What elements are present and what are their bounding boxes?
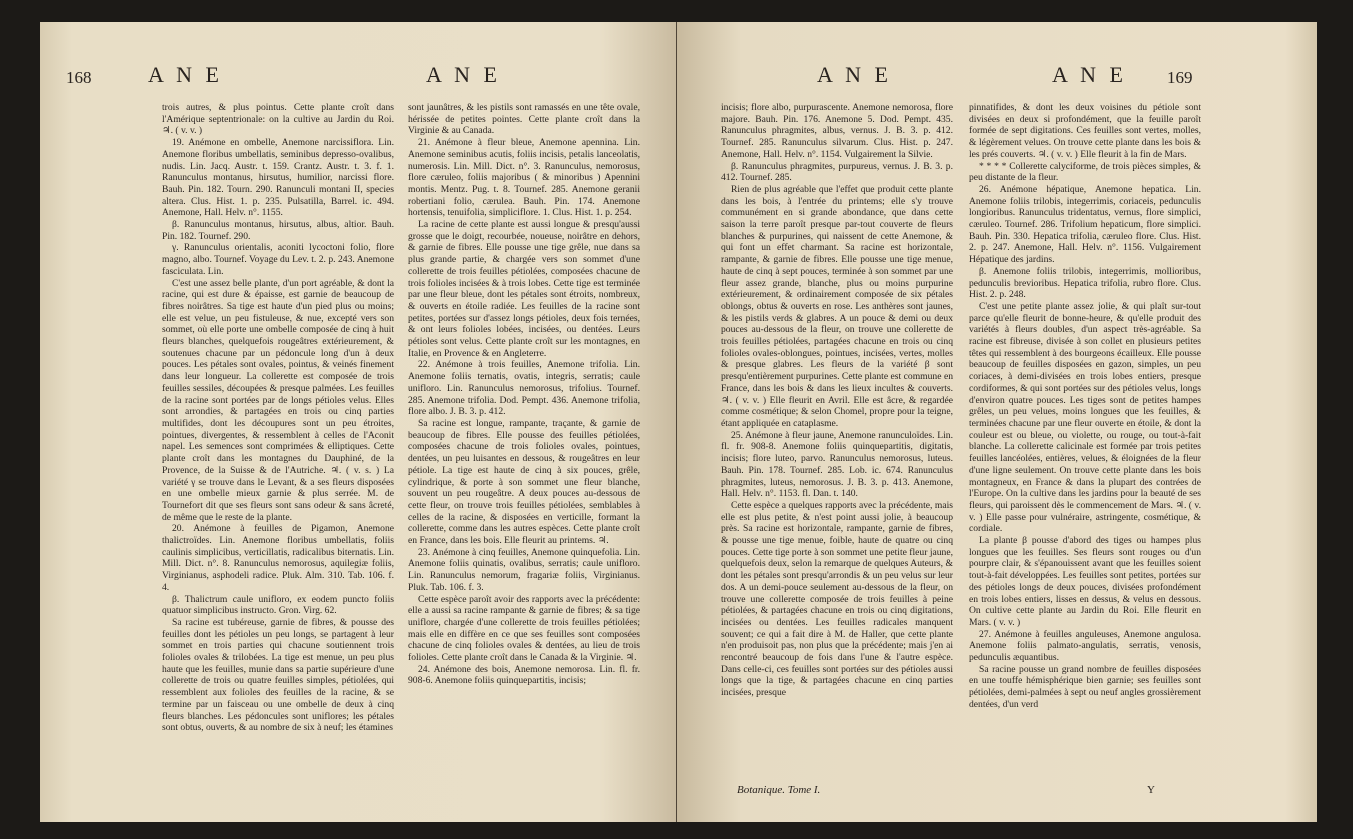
sheet-mark: Y	[1147, 784, 1155, 796]
text-column	[721, 102, 953, 782]
paragraph: Sa racine est longue, rampante, traçante, & garnie de beaucoup de fibres. Elle pousse des feuilles pétiolées, composées chacune de trois folioles ovales, pointues, dentées, un peu luisantes en dessous, & rougeâtres en leur pétiole. La tige est haute de cinq à six pouces, grêle, cylindrique, & porte à son sommet une fleur blanche, souvent un peu rougeâtre. A deux pouces au-dessous de cette fleur, on trouve trois feuilles pétiolées, semblables à celles de la racine, & disposées en verticille, formant la collerette, comme dans les autres espèces. Cette plante croît en France, dans les bois. Elle fleurit au printems. ♃.	[408, 417, 640, 547]
paragraph: La plante β pousse d'abord des tiges ou hampes plus longues que les feuilles. Ses fleurs sont rouges ou d'un pourpre clair, & s'épanouissent avant que les feuilles soient tout-à-fait développées. Les feuilles sont petites, portées sur des pétioles longs de deux pouces, divisées profondément en trois lobes entiers, lisses en dessus, & velus en dessous. On cultive cette plante au Jardin du Roi. Elle fleurit en Mars. ( v. v. )	[969, 535, 1201, 628]
paragraph: trois autres, & plus pointus. Cette plante croît dans l'Amérique septentrionale: on la cultive au Jardin du Roi. ♃. ( v. v. )	[162, 102, 394, 137]
paragraph: La racine de cette plante est aussi longue & presqu'aussi grosse que le doigt, recourbée, noueuse, noirâtre en dehors, & garnie de fibres. Elle pousse une tige grêle, nue dans sa plus grande partie, & chargée vers son sommet d'une collerette de trois feuilles pétiolées, composées chacune de trois folioles incisées & à trois lobes. Cette tige est terminée par une fleur bleue, dont les pétales sont étroits, nombreux, & ouverts en étoile radiée. Les feuilles de la racine sont petites, portées sur d'assez longs pétioles, deux fois ternées, & ont leurs folioles lobées, incisées, ou dentées. Leurs pétioles sont velus. Cette plante croît sur les montagnes, en Italie, en Provence & en Angleterre.	[408, 219, 640, 359]
paragraph: 19. Anémone en ombelle, Anemone narcissiflora. Lin. Anemone floribus umbellatis, seminibus depresso-ovalibus, nudis. Lin. Jacq. Austr. t. 159. Crantz. Austr. t. 3. f. 1. Ranunculus montanus, hirsutus, humilior, narcissi flore. Bauh. Pin. 182. Tourn. 290. Ranunculi montani II, species altera. Clus. Hist. 1. p. 235. Pulsatilla, Barrel. ic. 494. Anemone, Hall. Helv. n°. 1155.	[162, 137, 394, 219]
text-column	[408, 102, 640, 802]
paragraph: 22. Anémone à trois feuilles, Anemone trifolia. Lin. Anemone foliis ternatis, ovatis, integris, serratis; caule unifloro. Lin. Ranunculus nemorosus, trifolius. Tournef. 285. Anemone trifolia. Dod. Pempt. 436. Anemone trifolia, flore albo. J. B. 3. p. 412.	[408, 359, 640, 418]
paragraph: β. Thalictrum caule unifloro, ex eodem puncto foliis quatuor simplicibus instructo. Gron. Virg. 62.	[162, 593, 394, 617]
left-page-header	[66, 62, 656, 92]
paragraph: pinnatifides, & dont les deux voisines du pétiole sont divisées en deux si profondément, que la feuille paroît formée de sept digitations. Ces feuilles sont vertes, molles, & légèrement velues. On trouve cette plante dans les bois & les prés couverts. ♃. ( v. v. ) Elle fleurit à la fin de Mars.	[969, 102, 1201, 160]
paragraph: 27. Anémone à feuilles anguleuses, Anemone angulosa. Anemone foliis palmato-angulatis, serratis, venosis, pedunculis æquantibus.	[969, 628, 1201, 664]
running-head: A N E	[148, 62, 223, 87]
paragraph: 21. Anémone à fleur bleue, Anemone apennina. Lin. Anemone seminibus acutis, foliis incisis, petalis lanceolatis, numerosis. Lin. Mill. Dict. n°. 3. Ranunculus, nemorosus, flore cæruleo, foliis majoribus ( & minoribus ) Apennini montis. Mentz. Pug. t. 8. Tournef. 285. Anemone geranii robertiani folio, cærulea. Bauh. Pin. 174. Anemone hortensis, tenuifolia, simpliciflore. 1. Clus. Hist. 1. p. 254.	[408, 137, 640, 219]
paragraph: incisis; flore albo, purpurascente. Anemone nemorosa, flore majore. Bauh. Pin. 176. Anemone 5. Dod. Pempt. 435. Ranunculus phragmites, albus, vernus. J. B. 3. p. 412. Tournef. 285. Ranunculus silvarum. Clus. Hist. p. 247. Anemone, Hall. Helv. n°. 1154. Vulgairement la Silvie.	[721, 102, 953, 160]
paragraph: C'est une petite plante assez jolie, & qui plaît sur-tout parce qu'elle fleurit de bonne-heure, & qu'elle produit des variétés à fleurs doubles, d'un aspect très-agréable. Sa racine est fibreuse, divisée à son collet en plusieurs petites têtes qui ressemblent à des bourgeons écailleux. Elle pousse beaucoup de feuilles disposées en gazon, simples, un peu coriaces, à demi-divisées en trois lobes entiers, presque cordiformes, & qui sont portées sur des pétioles velus, longs d'environ quatre pouces. Les tiges sont de petites hampes grêles, un peu velues, moins longues que les feuilles, & terminées chacune par une fleur ouverte en étoile, & dont la couleur est ou bleue, ou violette, ou rouge, ou tout-à-fait blanche. La collerette calicinale est formée par trois petites feuilles lancéolées, entières, velues, & éloignées de la fleur d'une ligne seulement. On trouve cette plante dans les bois montagneux, en France & dans la plupart des contrées de l'Europe. On la cultive dans les jardins pour la beauté de ses fleurs, qui paroissent dès le commencement de Mars. ♃. ( v. v. ) Elle passe pour vulnéraire, astringente, cosmétique, & cordiale.	[969, 300, 1201, 535]
paragraph: β. Anemone foliis trilobis, integerrimis, mollioribus, pedunculis brevioribus. Hepatica trifolia, rubro flore. Clus. Hist. 2. p. 248.	[969, 265, 1201, 301]
paragraph: sont jaunâtres, & les pistils sont ramassés en une tête ovale, hérissée de petites pointes. Cette plante croît dans la Virginie & au Canada.	[408, 102, 640, 137]
paragraph: 20. Anémone à feuilles de Pigamon, Anemone thalictroïdes. Lin. Anemone floribus umbellatis, foliis caulinis simplicibus, verticillatis, radicalibus biternatis. Lin. Mill. Dict. n°. 8. Ranunculus nemorosus, aquilegiæ foliis, Virginianus, asphodeli radice. Pluk. Alm. 310. Tab. 106. f. 4.	[162, 523, 394, 593]
paragraph: 25. Anémone à fleur jaune, Anemone ranunculoïdes. Lin. fl. fr. 908-8. Anemone foliis quinquepartitis, digitatis, incisis; flore luteo, parvo. Ranunculus nemorosus, luteus. Bauh. Pin. 178. Tournef. 285. Lob. ic. 674. Ranunculus phragmites, luteus, nemorosus. J. B. 3. p. 413. Anemone, Hall. Helv. n°. 1153. fl. Dan. t. 140.	[721, 429, 953, 500]
paragraph: * * * * Collerette calyciforme, de trois pièces simples, & peu distante de la fleur.	[969, 160, 1201, 184]
paragraph: C'est une assez belle plante, d'un port agréable, & dont la racine, qui est dure & épaisse, est garnie de beaucoup de fibres noirâtres. Sa tige est haute d'un pied plus ou moins; elle est velue, un peu fistuleuse, & nue, excepté vers son sommet, où elle porte une ombelle composée de cinq à huit fleurs blanches, quelquefois rougeâtres extérieurement, & soutenues chacune par un pédoncule long d'un à deux pouces. Les pétales sont ovales, pointus, & veinés finement dans leur longueur. La collerette est composée de trois feuilles sessiles, découpées & presque palmées. Les feuilles de la racine sont portées par de longs pétioles velus. Elles sont arrondies, & partagées en trois ou cinq parties multifides, dont les découpures sont un peu étroites, pointues, divergentes, & ressemblent à celles de l'Aconit napel. Les semences sont comprimées & elliptiques. Cette plante croît dans les montagnes du Dauphiné, de la Provence, de la Suisse & de l'Autriche. ♃. ( v. s. ) La variété γ se trouve dans le Levant, & a ses fleurs disposées en une ombelle mieux garnie & plus serrée. M. de Tournefort dit que ses fleurs sont sans odeur & sans âcreté, de même que le reste de la plante.	[162, 277, 394, 523]
paragraph: 26. Anémone hépatique, Anemone hepatica. Lin. Anemone foliis trilobis, integerrimis, coriaceis, pedunculis longioribus. Ranunculus tridentatus, vernus, flore simplici, cæruleo. Tournef. 286. Trifolium hepaticum, flore simplici. Bauh. Pin. 330. Hepatica trifolia, cæruleo flore. Clus. Hist. 2. p. 247. Anemone, Hall. Helv. n°. 1156. Vulgairement Hépatique des jardins.	[969, 183, 1201, 266]
paragraph: β. Ranunculus montanus, hirsutus, albus, altior. Bauh. Pin. 182. Tournef. 290.	[162, 219, 394, 242]
paragraph: γ. Ranunculus orientalis, aconiti lycoctoni folio, flore magno, albo. Tournef. Voyage du Lev. t. 2. p. 243. Anemone fasciculata. Lin.	[162, 242, 394, 277]
paragraph: Cette espèce paroît avoir des rapports avec la précédente: elle a aussi sa racine rampante & garnie de fibres; & sa tige uniflore, chargée d'une collerette de trois feuilles pétiolées; mais elle en diffère en ce que ses feuilles sont composées chacune de cinq folioles ovales & dentées, au lieu de trois folioles. Cette plante croît dans le Canada & la Virginie. ♃.	[408, 593, 640, 664]
paragraph: Rien de plus agréable que l'effet que produit cette plante dans les bois, à l'entrée du printems; elle s'y trouve communément en si grande abondance, que dans cette saison la terre paroît presque par-tout couverte de fleurs blanches & purpurines, qui naissent de cette Anemone, & qui font un effet charmant. Sa racine est horizontale, rampante, & garnie de fibres. Elle pousse une tige menue, haute de cinq à sept pouces, terminée à son sommet par une fleur assez grande, blanche, plus ou moins purpurine extérieurement, & ordinairement composée de six pétales oblongs, obtus & ouverts en rose. Les anthères sont jaunes, & les pistils verds & glabres. A un pouce & demi ou deux pouces au-dessous de la fleur, on trouve une collerette de trois feuilles pétiolées, partagées chacune en trois ou cinq folioles ovales-oblongues, pointues, incisées, vertes, molles & presque glabres. Les fleurs de la variété β sont presqu'entièrement purpurines. Cette plante est commune en France, dans les bois & dans les lieux incultes & couverts. ♃. ( v. v. ) Elle fleurit en Avril. Elle est âcre, & regardée comme cosmétique; & selon Chomel, propre pour la teigne, étant appliquée en cataplasme.	[721, 183, 953, 429]
running-head: A N E	[817, 62, 892, 87]
text-column	[162, 102, 394, 802]
paragraph: Sa racine pousse un grand nombre de feuilles disposées en une touffe hémisphérique bien garnie; ses feuilles sont pétiolées, demi-palmées à sept ou neuf angles grossièrement dentées, d'un verd	[969, 663, 1201, 710]
paragraph: β. Ranunculus phragmites, purpureus, vernus. J. B. 3. p. 412. Tournef. 285.	[721, 160, 953, 184]
paragraph: Cette espèce a quelques rapports avec la précédente, mais elle est plus petite, & n'est point aussi jolie, à beaucoup près. Sa racine est horizontale, rampante, garnie de fibres, & pousse une tige menue, foible, haute de quatre ou cinq pouces. Cette tige porte à son sommet une petite fleur jaune, quelquefois deux, selon la remarque de quelques Auteurs, & dont les pétales sont presqu'arrondis & un peu velus sur leur dos. A un demi-pouce seulement au-dessous de la fleur, on trouve une collerette composée de trois feuilles à peine pétiolées, & partagées chacune en trois ou cinq digitations, incisées ou dentées. Les feuilles radicales manquent souvent; ce qui a fait dire à M. de Haller, que cette plante n'en produisoit pas, non plus que la précédente; mais j'en ai rencontré beaucoup de fois dans l'une & l'autre espèce. Dans celle-ci, ces feuilles sont portées sur des pétioles aussi longs que la tige, & partagées chacune en cinq parties incisées, presque	[721, 499, 953, 699]
paragraph: Sa racine est tubéreuse, garnie de fibres, & pousse des feuilles dont les pétioles un peu longs, se partagent à leur sommet en trois parties qui chacune soutiennent trois folioles ovales & trilobées. La tige est menue, un peu plus haute que les feuilles, munie dans sa partie supérieure d'une collerette de trois ou quatre feuilles simples, pétiolées, qui ressemblent aux folioles des feuilles de la racine, & se termine par un faisceau ou une ombelle de deux à cinq fleurs blanches. Les pédoncules sont uniflores; les pétales sont obtus, ouverts, & au nombre de six à neuf; les étamines	[162, 616, 394, 734]
signature-line: Botanique. Tome I.	[737, 784, 821, 796]
right-page-header	[797, 62, 1297, 92]
text-column	[969, 102, 1201, 782]
running-head: A N E	[426, 62, 501, 87]
paragraph: 23. Anémone à cinq feuilles, Anemone quinquefolia. Lin. Anemone foliis quinatis, ovalibus, serratis; caule unifloro. Lin. Ranunculus nemorum, fragariæ foliis, Virginianus. Pluk. Tab. 106. f. 3.	[408, 546, 640, 593]
running-head: A N E	[1052, 62, 1127, 87]
page-number: 169	[1167, 68, 1193, 87]
page-number: 168	[66, 68, 92, 87]
paragraph: 24. Anémone des bois, Anemone nemorosa. Lin. fl. fr. 908-6. Anemone foliis quinquepartitis, incisis;	[408, 663, 640, 687]
left-page	[40, 22, 676, 822]
right-page	[677, 22, 1317, 822]
